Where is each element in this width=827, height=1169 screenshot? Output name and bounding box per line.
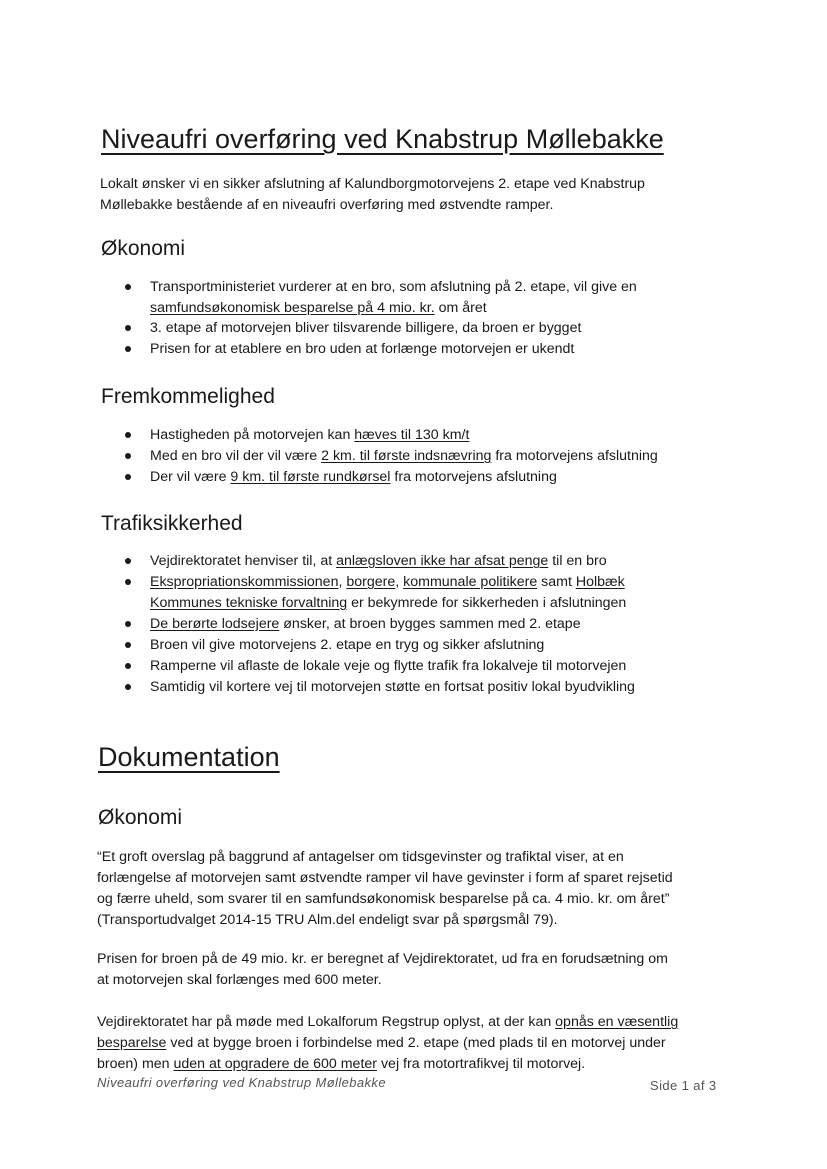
list-item [150,635,544,656]
text-span: fra motorvejens afslutning [390,469,557,485]
quote-paragraph [97,847,673,931]
paragraph-line: at motorvejen skal forlænges med 600 meter. [97,972,382,988]
paragraph-line [97,1012,678,1033]
bullet-icon [125,346,131,352]
underlined-text: opnås en væsentlig [555,1014,679,1030]
section-heading-trafiksikkerhed: Trafiksikkerhed [101,512,243,535]
underlined-text: hæves til 130 km/t [354,427,470,443]
text-span: Hastigheden på motorvejen kan [150,427,355,443]
list-item-text [150,593,626,614]
bullet-icon [125,474,131,480]
text-span: broen) men [97,1056,174,1072]
underlined-text: Ekspropriationskommissionen [150,574,339,590]
page-title: Niveaufri overføring ved Knabstrup Møllebakke [101,124,664,154]
bullet-icon [125,325,131,331]
list-item [150,467,557,488]
list-item [150,677,635,698]
underlined-text: 9 km. til første rundkørsel [230,469,391,485]
text-span: til en bro [548,553,607,569]
underlined-text: De berørte lodsejere [150,616,280,632]
section-heading-fremkommelighed: Fremkommelighed [101,385,275,408]
paragraph-line: forlængelse af motorvejen samt østvendte ramper vil have gevinster i form af sparet rejsetid [97,870,673,886]
text-span: vej fra motortrafikvej til motorvej. [377,1056,586,1072]
section-title-dokumentation: Dokumentation [98,742,280,772]
section-heading-okonomi: Økonomi [101,237,186,260]
intro-paragraph [100,174,645,216]
price-paragraph [97,949,668,991]
text-span: Med en bro vil der vil være [150,448,322,464]
bullet-icon [125,284,131,290]
list-item [150,339,574,360]
paragraph-line [97,1033,678,1054]
list-item [150,656,626,677]
underlined-text: kommunale politikere [403,574,538,590]
text-span: er bekymrede for sikkerheden i afslutningen [347,595,627,611]
bullet-icon [125,579,131,585]
text-span: Vejdirektoratet har på møde med Lokalforum Regstrup oplyst, at der kan [97,1014,556,1030]
list-item [150,318,581,339]
text-span: Vejdirektoratet henviser til, at [150,553,337,569]
text-span: ved at bygge broen i forbindelse med 2. etape (med plads til en motorvej under [166,1035,666,1051]
bullet-icon [125,432,131,438]
list-item-text: Transportministeriet vurderer at en bro, som afslutning på 2. etape, vil give en [150,279,637,295]
paragraph-line: (Transportudvalget 2014-15 TRU Alm.del endeligt svar på spørgsmål 79). [97,912,558,928]
bullet-icon [125,453,131,459]
bullet-icon [125,558,131,564]
list-item-text: Broen vil give motorvejens 2. etape en tryg og sikker afslutning [150,637,545,653]
bullet-icon [125,663,131,669]
underlined-text: anlægsloven ikke har afsat penge [336,553,549,569]
text-span: , [395,574,404,590]
paragraph-line: Prisen for broen på de 49 mio. kr. er beregnet af Vejdirektoratet, ud fra en forudsætning om [97,951,668,967]
list-item [150,551,607,572]
text-span: samt [537,574,576,590]
bullet-icon [125,621,131,627]
underlined-text: borgere [346,574,396,590]
list-item-text: Ramperne vil aflaste de lokale veje og flytte trafik fra lokalveje til motorvejen [150,658,627,674]
intro-line: Lokalt ønsker vi en sikker afslutning af Kalundborgmotorvejens 2. etape ved Knabstrup [100,176,645,192]
underlined-text: Kommunes tekniske forvaltning [150,595,348,611]
list-item-text: Samtidig vil kortere vej til motorvejen støtte en fortsat positiv lokal byudvikling [150,679,635,695]
underlined-text: samfundsøkonomisk besparelse på 4 mio. kr. [150,300,435,316]
list-item-text: 3. etape af motorvejen bliver tilsvarende billigere, da broen er bygget [150,320,582,336]
list-item [150,614,581,635]
meeting-paragraph [97,1012,678,1075]
paragraph-line [97,1054,678,1075]
text-span: ønsker, at broen bygges sammen med 2. etape [279,616,581,632]
list-item [150,277,637,319]
bullet-icon [125,642,131,648]
bullet-icon [125,684,131,690]
text-span: om året [434,300,487,316]
footer-title: Niveaufri overføring ved Knabstrup Møllebakke [97,1075,386,1090]
underlined-text: Holbæk [575,574,625,590]
underlined-text: 2 km. til første indsnævring [321,448,492,464]
page-number: Side 1 af 3 [650,1078,717,1093]
section-heading-okonomi-doc: Økonomi [98,806,183,829]
underlined-text: besparelse [97,1035,167,1051]
text-span: fra motorvejens afslutning [491,448,658,464]
list-item [150,572,626,614]
text-span: , [338,574,347,590]
list-item-text [150,572,626,593]
text-span: Der vil være [150,469,231,485]
list-item-text [150,298,637,319]
list-item [150,425,469,446]
underlined-text: uden at opgradere de 600 meter [173,1056,378,1072]
paragraph-line: “Et groft overslag på baggrund af antagelser om tidsgevinster og trafiktal viser, at en [97,849,624,865]
intro-line: Møllebakke bestående af en niveaufri overføring med østvendte ramper. [100,197,554,213]
paragraph-line: og færre uheld, som svarer til en samfundsøkonomisk besparelse på ca. 4 mio. kr. om året” [97,891,670,907]
list-item-text: Prisen for at etablere en bro uden at forlænge motorvejen er ukendt [150,341,575,357]
list-item [150,446,658,467]
